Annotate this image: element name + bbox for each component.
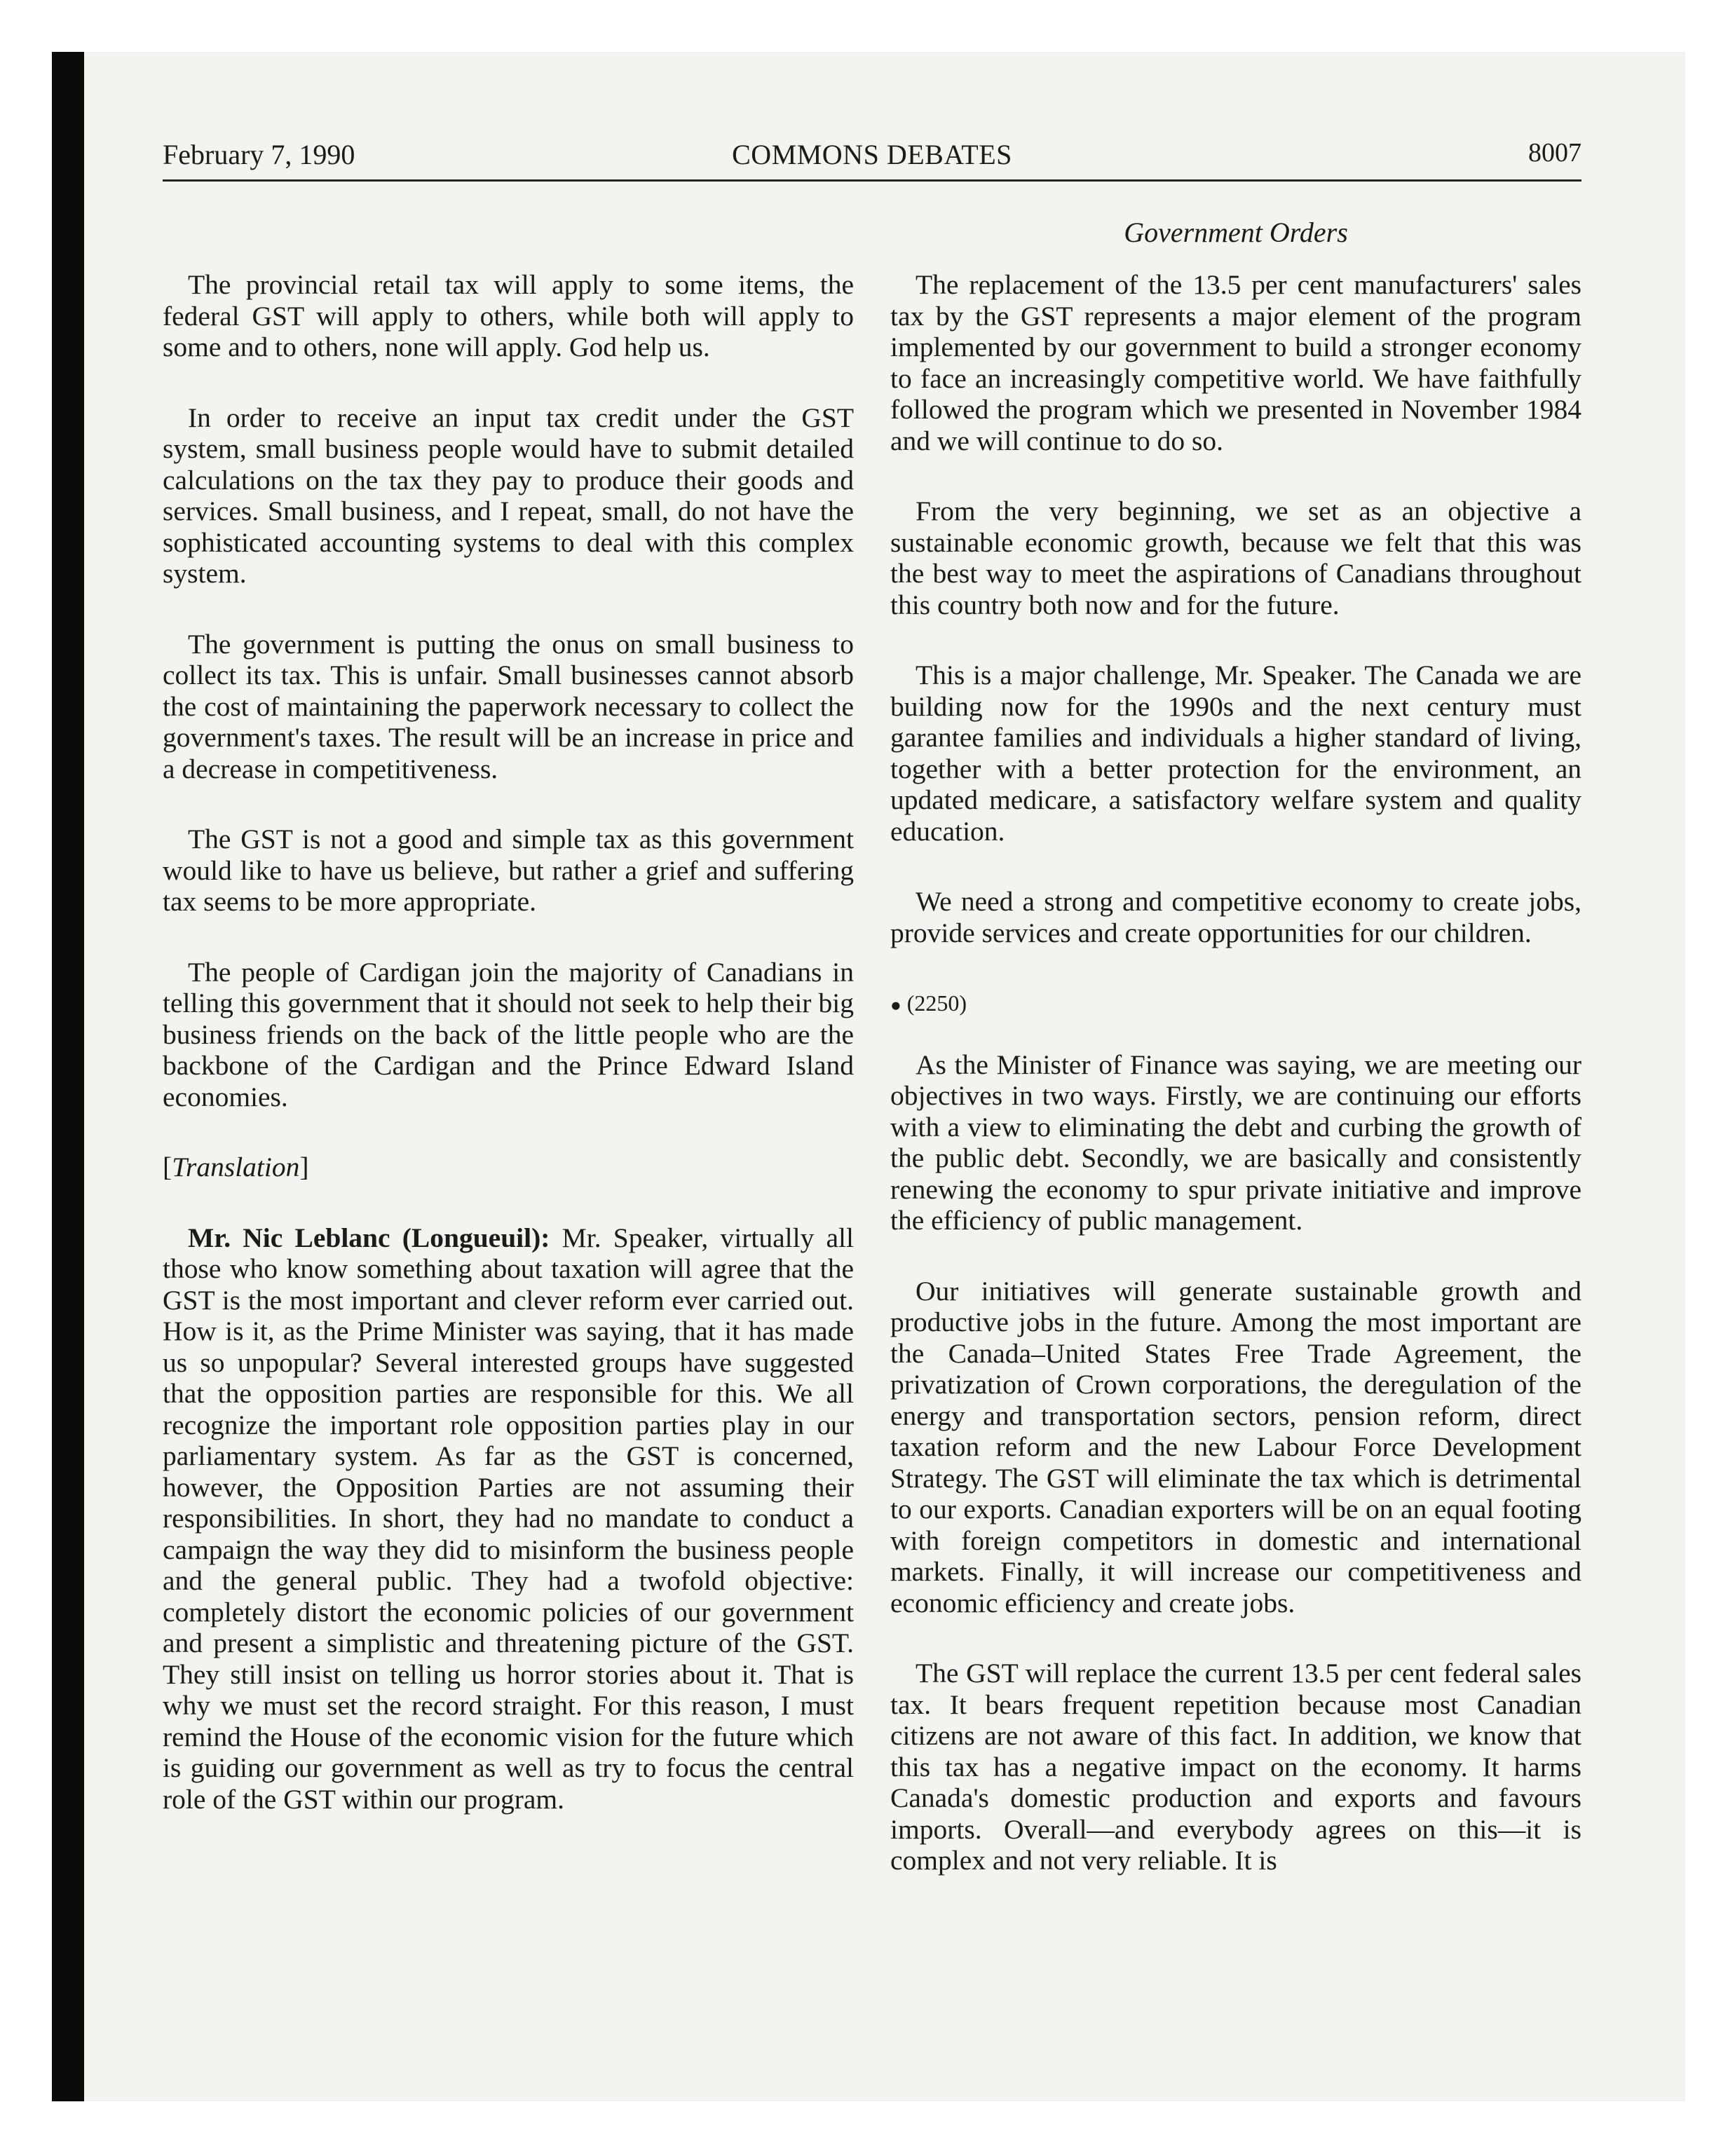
translation-note [163, 1152, 854, 1183]
bullet-icon: ● [890, 995, 901, 1016]
translation-label: Translation [172, 1152, 300, 1182]
left-column [163, 269, 854, 1854]
page-number: 8007 [1528, 138, 1581, 168]
header-date: February 7, 1990 [163, 139, 355, 170]
binding-edge [52, 52, 84, 2101]
paragraph: The replacement of the 13.5 per cent manufacturers' sales tax by the GST represents a major element of the program implemented by our government to build a stronger economy to face an increasingly competitive world. We have faithfully followed the program which we presented in November 1984 and we will continue to do so. [890, 269, 1581, 456]
time-marker [890, 988, 1581, 1021]
time-marker-text: (2250) [906, 990, 967, 1016]
speech-text: Mr. Speaker, virtually all those who know something about taxation will agree that the GST is the most important and clever reform ever carried out. How is it, as the Prime Minister was saying, that it has made us so unpopular? Several interested groups have suggested that the opposition parties are responsible for this. We all recognize the important role opposition parties play in our parliamentary system. As far as the GST is concerned, however, the Opposition Parties are not assuming their responsibilities. In short, they had no mandate to conduct a campaign the way they did to misinform the business people and the general public. They had a twofold objective: completely distort the economic policies of our government and present a simplistic and threatening picture of the GST. They still insist on telling us horror stories about it. That is why we must set the record straight. For this reason, I must remind the House of the economic vision for the future which is guiding our government as well as try to focus the central role of the GST within our program. [163, 1222, 855, 1815]
bracket-close: ] [299, 1152, 309, 1182]
paragraph: The GST will replace the current 13.5 per cent federal sales tax. It bears frequent repetition because most Canadian citizens are not aware of this fact. In addition, we know that this tax has a negative impact on the economy. It harms Canada's domestic production and exports and favours imports. Overall—and everybody agrees on this—it is complex and not very reliable. It is [890, 1658, 1581, 1876]
paragraph: Our initiatives will generate sustainable growth and productive jobs in the future. Among the most important are the Canada–United States Free Trade Agreement, the privatization of Crown corporations, the deregulation of the energy and transportation sectors, pension reform, direct taxation reform and the new Labour Force Development Strategy. The GST will eliminate the tax which is detrimental to our exports. Canadian exporters will be on an equal footing with foreign competitors in domestic and international markets. Finally, it will increase our competitiveness and economic efficiency and create jobs. [890, 1275, 1581, 1618]
paragraph: The GST is not a good and simple tax as this government would like to have us believe, but rather a grief and suffering tax seems to be more appropriate. [163, 824, 854, 917]
bracket-open: [ [163, 1152, 172, 1182]
section-title: Government Orders [1124, 217, 1348, 248]
paragraph: This is a major challenge, Mr. Speaker. The Canada we are building now for the 1990s and the next century must garantee families and individuals a higher standard of living, together with a better protection for the environment, an updated medicare, a satisfactory welfare system and quality education. [890, 660, 1581, 847]
paragraph: In order to receive an input tax credit under the GST system, small business people would have to submit detailed calculations on the tax they pay to produce their goods and services. Small business, and I repeat, small, do not have the sophisticated accounting systems to deal with this complex system. [163, 402, 854, 589]
page-header [163, 137, 1581, 182]
paragraph: The people of Cardigan join the majority of Canadians in telling this government that it should not seek to help their big business friends on the back of the little people who are the backbone of the Cardigan and the Prince Edward Island economies. [163, 956, 854, 1112]
header-title: COMMONS DEBATES [732, 139, 1012, 170]
paragraph: From the very beginning, we set as an objective a sustainable economic growth, because we felt that this was the best way to meet the aspirations of Canadians throughout this country both now and for the future. [890, 496, 1581, 620]
paragraph: The government is putting the onus on small business to collect its tax. This is unfair. Small businesses cannot absorb the cost of maintaining the paperwork necessary to collect the government's taxes. The result will be an increase in price and a decrease in competitiveness. [163, 628, 854, 784]
paragraph: We need a strong and competitive economy to create jobs, provide services and create opportunities for our children. [890, 886, 1581, 948]
right-column [890, 269, 1581, 1916]
paragraph: The provincial retail tax will apply to some items, the federal GST will apply to others, while both will apply to some and to others, none will apply. God help us. [163, 269, 854, 362]
speech-paragraph [163, 1222, 854, 1815]
paragraph: As the Minister of Finance was saying, we are meeting our objectives in two ways. Firstly, we are continuing our efforts with a view to eliminating the debt and curbing the growth of the public debt. Secondly, we are basically and consistently renewing the economy to spur private initiative and improve the efficiency of public management. [890, 1049, 1581, 1236]
speaker-name: Mr. Nic Leblanc (Longueuil): [188, 1222, 550, 1253]
